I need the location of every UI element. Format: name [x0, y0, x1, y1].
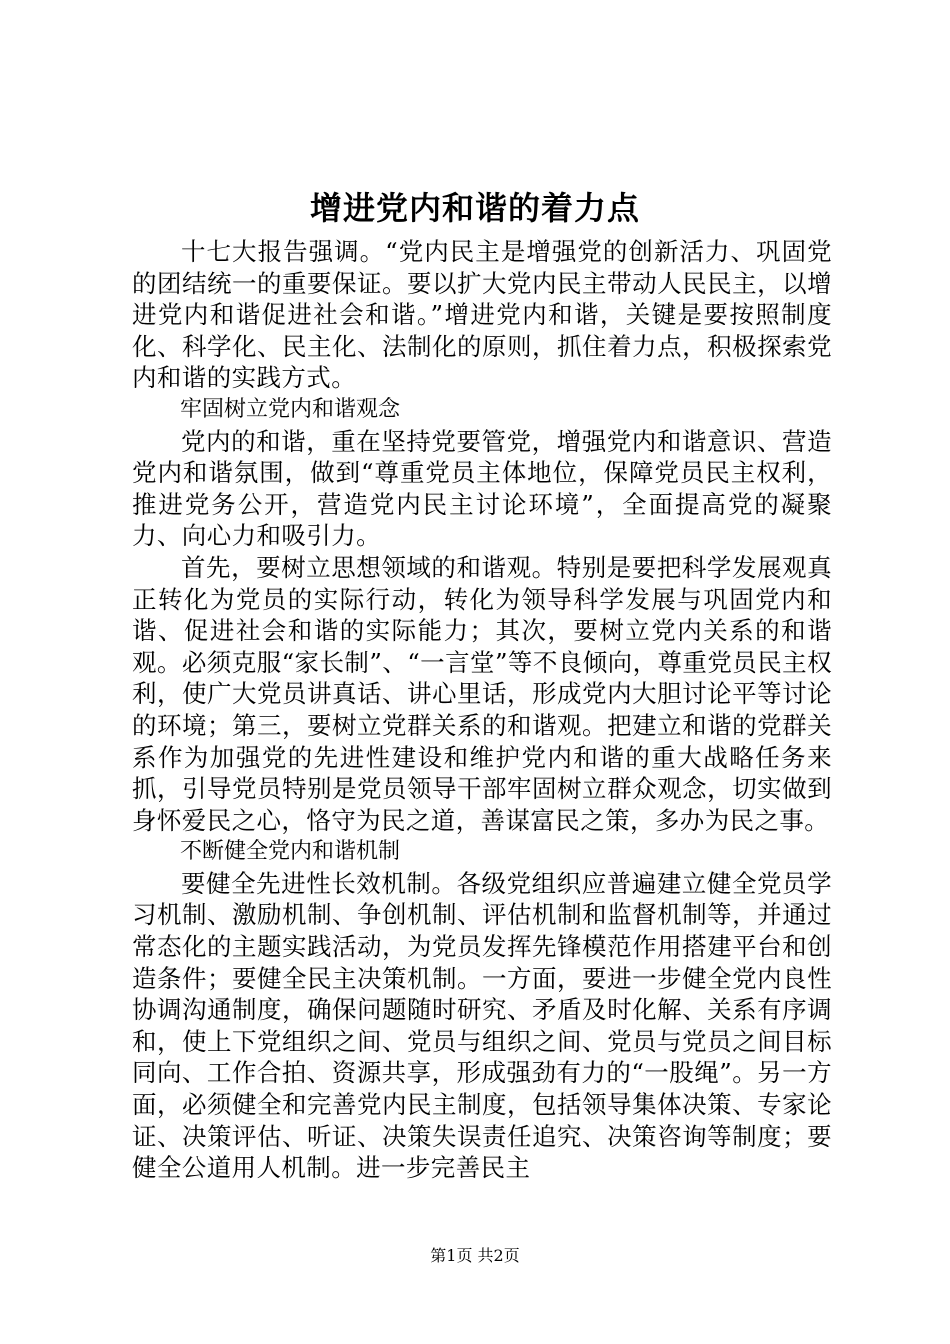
- section-heading-2: 不断健全党内和谐机制: [180, 839, 401, 865]
- paragraph-mechanisms: 要健全先进性长效机制。各级党组织应普遍建立健全党员学习机制、激励机制、争创机制、评估机制和监督机制等，并通过常态化的主题实践活动，为党员发挥先锋模范作用搭建平台和创造条件；要健全民主决策机制。一方面，要进一步健全党内良性协调沟通制度，确保问题随时研究、矛盾及时化解、关系有序调和，使上下党组织之间、党员与组织之间、党员与党员之间目标同向、工作合拍、资源共享，形成强劲有力的“一股绳”。另一方面，必须健全和完善党内民主制度，包括领导集体决策、专家论证、决策评估、听证、决策失误责任追究、决策咨询等制度；要健全公道用人机制。进一步完善民主: [132, 868, 832, 1183]
- document-body: [132, 236, 832, 1184]
- paragraph-harmony-views: 首先，要树立思想领域的和谐观。特别是要把科学发展观真正转化为党员的实际行动，转化为领导科学发展与巩固党内和谐、促进社会和谐的实际能力；其次，要树立党内关系的和谐观。必须克服“家长制”、“一言堂”等不良倾向，尊重党员民主权利，使广大党员讲真话、讲心里话，形成党内大胆讨论平等讨论的环境；第三，要树立党群关系的和谐观。把建立和谐的党群关系作为加强党的先进性建设和维护党内和谐的重大战略任务来抓，引导党员特别是党员领导干部牢固树立群众观念，切实做到身怀爱民之心，恪守为民之道，善谋富民之策，多办为民之事。: [132, 552, 832, 835]
- page-number-footer: 第1页 共2页: [430, 1246, 520, 1265]
- paragraph-intro: 十七大报告强调。“党内民主是增强党的创新活力、巩固党的团结统一的重要保证。要以扩大党内民主带动人民民主，以增进党内和谐促进社会和谐。”增进党内和谐，关键是要按照制度化、科学化、民主化、法制化的原则，抓住着力点，积极探索党内和谐的实践方式。: [132, 237, 832, 393]
- section-heading-1: 牢固树立党内和谐观念: [180, 396, 401, 422]
- document-title: 增进党内和谐的着力点: [309, 189, 640, 227]
- paragraph-harmony-awareness: 党内的和谐，重在坚持党要管党，增强党内和谐意识、营造党内和谐氛围，做到“尊重党员主体地位，保障党员民主权利，推进党务公开，营造党内民主讨论环境”，全面提高党的凝聚力、向心力和吸引力。: [132, 426, 832, 551]
